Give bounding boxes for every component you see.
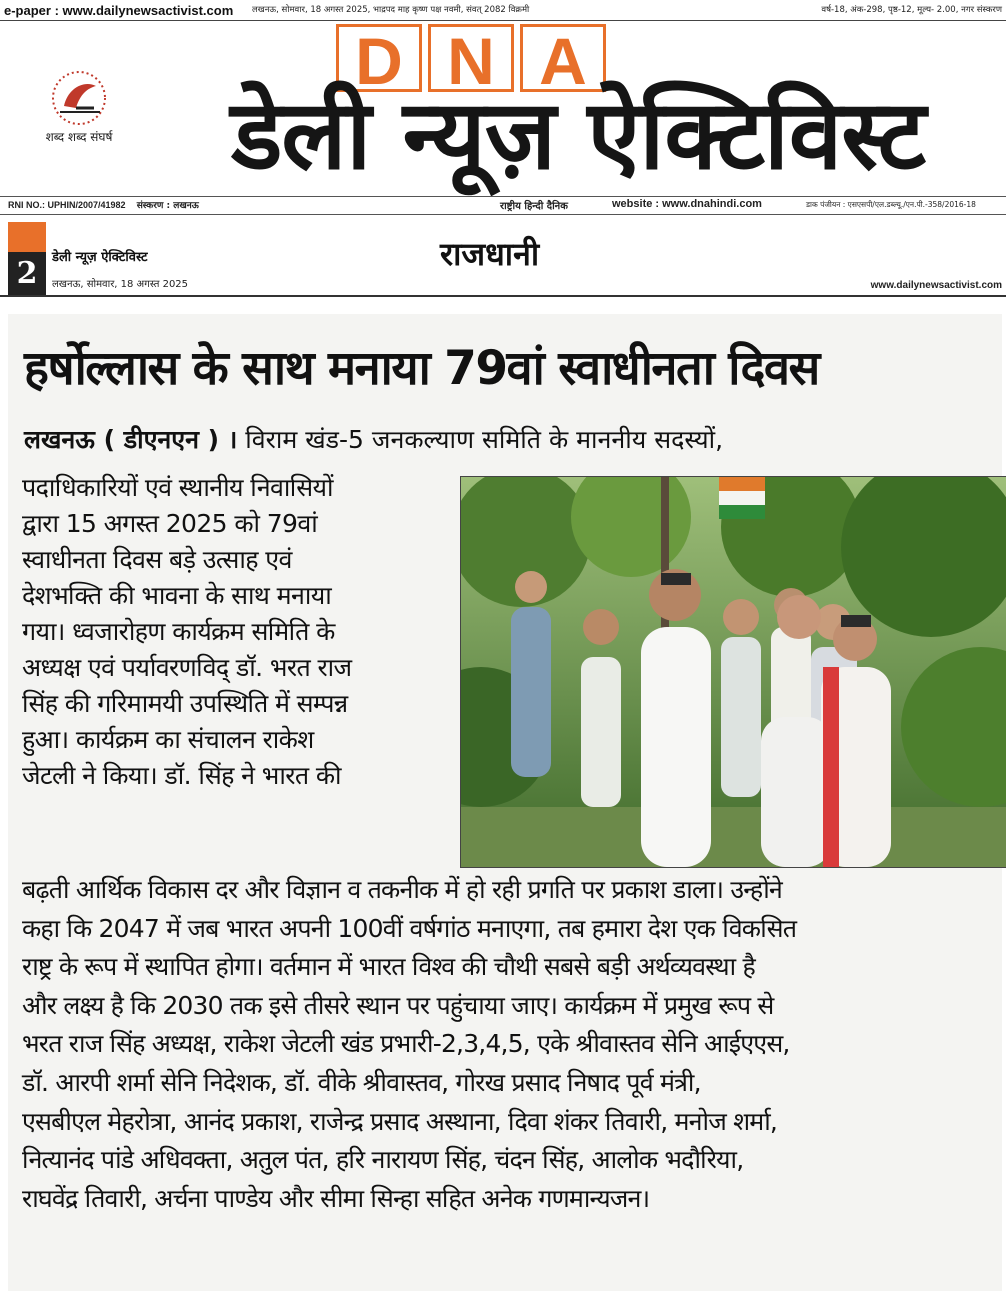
article-line: और लक्ष्य है कि 2030 तक इसे तीसरे स्थान पर पहुंचाया जाए। कार्यक्रम में प्रमुख रूप से [22, 990, 774, 1020]
epaper-url: e-paper : www.dailynewsactivist.com [4, 3, 234, 18]
divider [0, 20, 1006, 21]
logo-caption: शब्द शब्द संघर्ष [45, 130, 113, 144]
divider [0, 214, 1006, 215]
article-line: भरत राज सिंह अध्यक्ष, राकेश जेटली खंड प्रभारी-2,3,4,5, एके श्रीवास्तव सेनि आईएएस, [22, 1029, 790, 1059]
section-url[interactable]: www.dailynewsactivist.com [870, 280, 1002, 291]
article [8, 314, 1002, 1291]
tagline: राष्ट्रीय हिन्दी दैनिक [500, 201, 568, 212]
article-line: पदाधिकारियों एवं स्थानीय निवासियों [22, 473, 333, 502]
article-line: राघवेंद्र तिवारी, अर्चना पाण्डेय और सीमा सिन्हा सहित अनेक गणमान्यजन। [22, 1183, 650, 1213]
rni-number [8, 198, 199, 211]
article-line: जेटली ने किया। डॉ. सिंह ने भारत की [22, 761, 341, 790]
article-line: सिंह की गरिमामयी उपस्थिति में सम्पन्न [22, 689, 348, 718]
flag-hoisting-photo [461, 477, 1006, 868]
section-title: राजधानी [440, 235, 540, 273]
dna-letter: A [520, 24, 606, 92]
article-line: एसबीएल मेहरोत्रा, आनंद प्रकाश, राजेन्द्र प्रसाद अस्थाना, दिवा शंकर तिवारी, मनोज शर्मा, [22, 1106, 778, 1136]
article-full-text [22, 872, 994, 1219]
article-line: देशभक्ति की भावना के साथ मनाया [22, 581, 332, 610]
dna-letter: N [428, 24, 514, 92]
article-dateline: लखनऊ ( डीएनएन ) । [24, 425, 238, 454]
article-line: डॉ. आरपी शर्मा सेनि निदेशक, डॉ. वीके श्रीवास्तव, गोरख प्रसाद निषाद पूर्व मंत्री, [22, 1067, 701, 1097]
article-line: गया। ध्वजारोहण कार्यक्रम समिति के [22, 617, 335, 646]
page-number-badge [8, 222, 46, 296]
article-line: राष्ट्र के रूप में स्थापित होगा। वर्तमान में भारत विश्व की चौथी सबसे बड़ी अर्थव्यवस्था है [22, 952, 755, 982]
edition-label: संस्करण : लखनऊ [136, 201, 199, 211]
article-line: द्वारा 15 अगस्त 2025 को 79वां [22, 509, 318, 538]
article-line: हुआ। कार्यक्रम का संचालन राकेश [22, 725, 314, 754]
dna-letter: D [336, 24, 422, 92]
quill-logo-icon [24, 68, 134, 128]
rni-text: RNI NO.: UPHIN/2007/41982 [8, 200, 126, 210]
article-line: अध्यक्ष एवं पर्यावरणविद् डॉ. भरत राज [22, 653, 352, 682]
issue-info: वर्ष-18, अंक-298, पृष्ठ-12, मूल्य- 2.00, नगर संस्करण [821, 5, 1002, 15]
top-strip [0, 0, 1006, 22]
paper-date: लखनऊ, सोमवार, 18 अगस्त 2025 [52, 279, 189, 290]
article-line: नित्यानंद पांडे अधिवक्ता, अतुल पंत, हरि नारायण सिंह, चंदन सिंह, आलोक भदौरिया, [22, 1145, 744, 1175]
article-first-line [24, 422, 723, 458]
newspaper-logo [24, 68, 134, 156]
postal-registration: डाक पंजीयन : एसएसपी/एल.डब्ल्यू./एन.पी.-358/2016-18 [806, 200, 976, 209]
page-number: 2 [8, 252, 46, 296]
article-photo [460, 476, 1006, 868]
divider [0, 196, 1006, 197]
article-column-text [22, 470, 462, 794]
top-dateline: लखनऊ, सोमवार, 18 अगस्त 2025, भाद्रपद माह कृष्ण पक्ष नवमी, संवत् 2082 विक्रमी [252, 5, 530, 15]
newspaper-title: डेली न्यूज़ ऐक्टिविस्ट [230, 79, 925, 191]
article-headline: हर्षोल्लास के साथ मनाया 79वां स्वाधीनता दिवस [24, 341, 819, 396]
website-link[interactable]: website : www.dnahindi.com [612, 198, 762, 210]
paper-name: डेली न्यूज़ ऐक्टिविस्ट [52, 250, 148, 265]
article-line: कहा कि 2047 में जब भारत अपनी 100वीं वर्षगांठ मनाएगा, तब हमारा देश एक विकसित [22, 913, 797, 943]
article-line: स्वाधीनता दिवस बड़े उत्साह एवं [22, 545, 292, 574]
article-text: विराम खंड-5 जनकल्याण समिति के माननीय सदस्यों, [237, 425, 724, 454]
article-line: बढ़ती आर्थिक विकास दर और विज्ञान व तकनीक में हो रही प्रगति पर प्रकाश डाला। उन्होंने [22, 875, 782, 904]
divider [0, 295, 1006, 297]
